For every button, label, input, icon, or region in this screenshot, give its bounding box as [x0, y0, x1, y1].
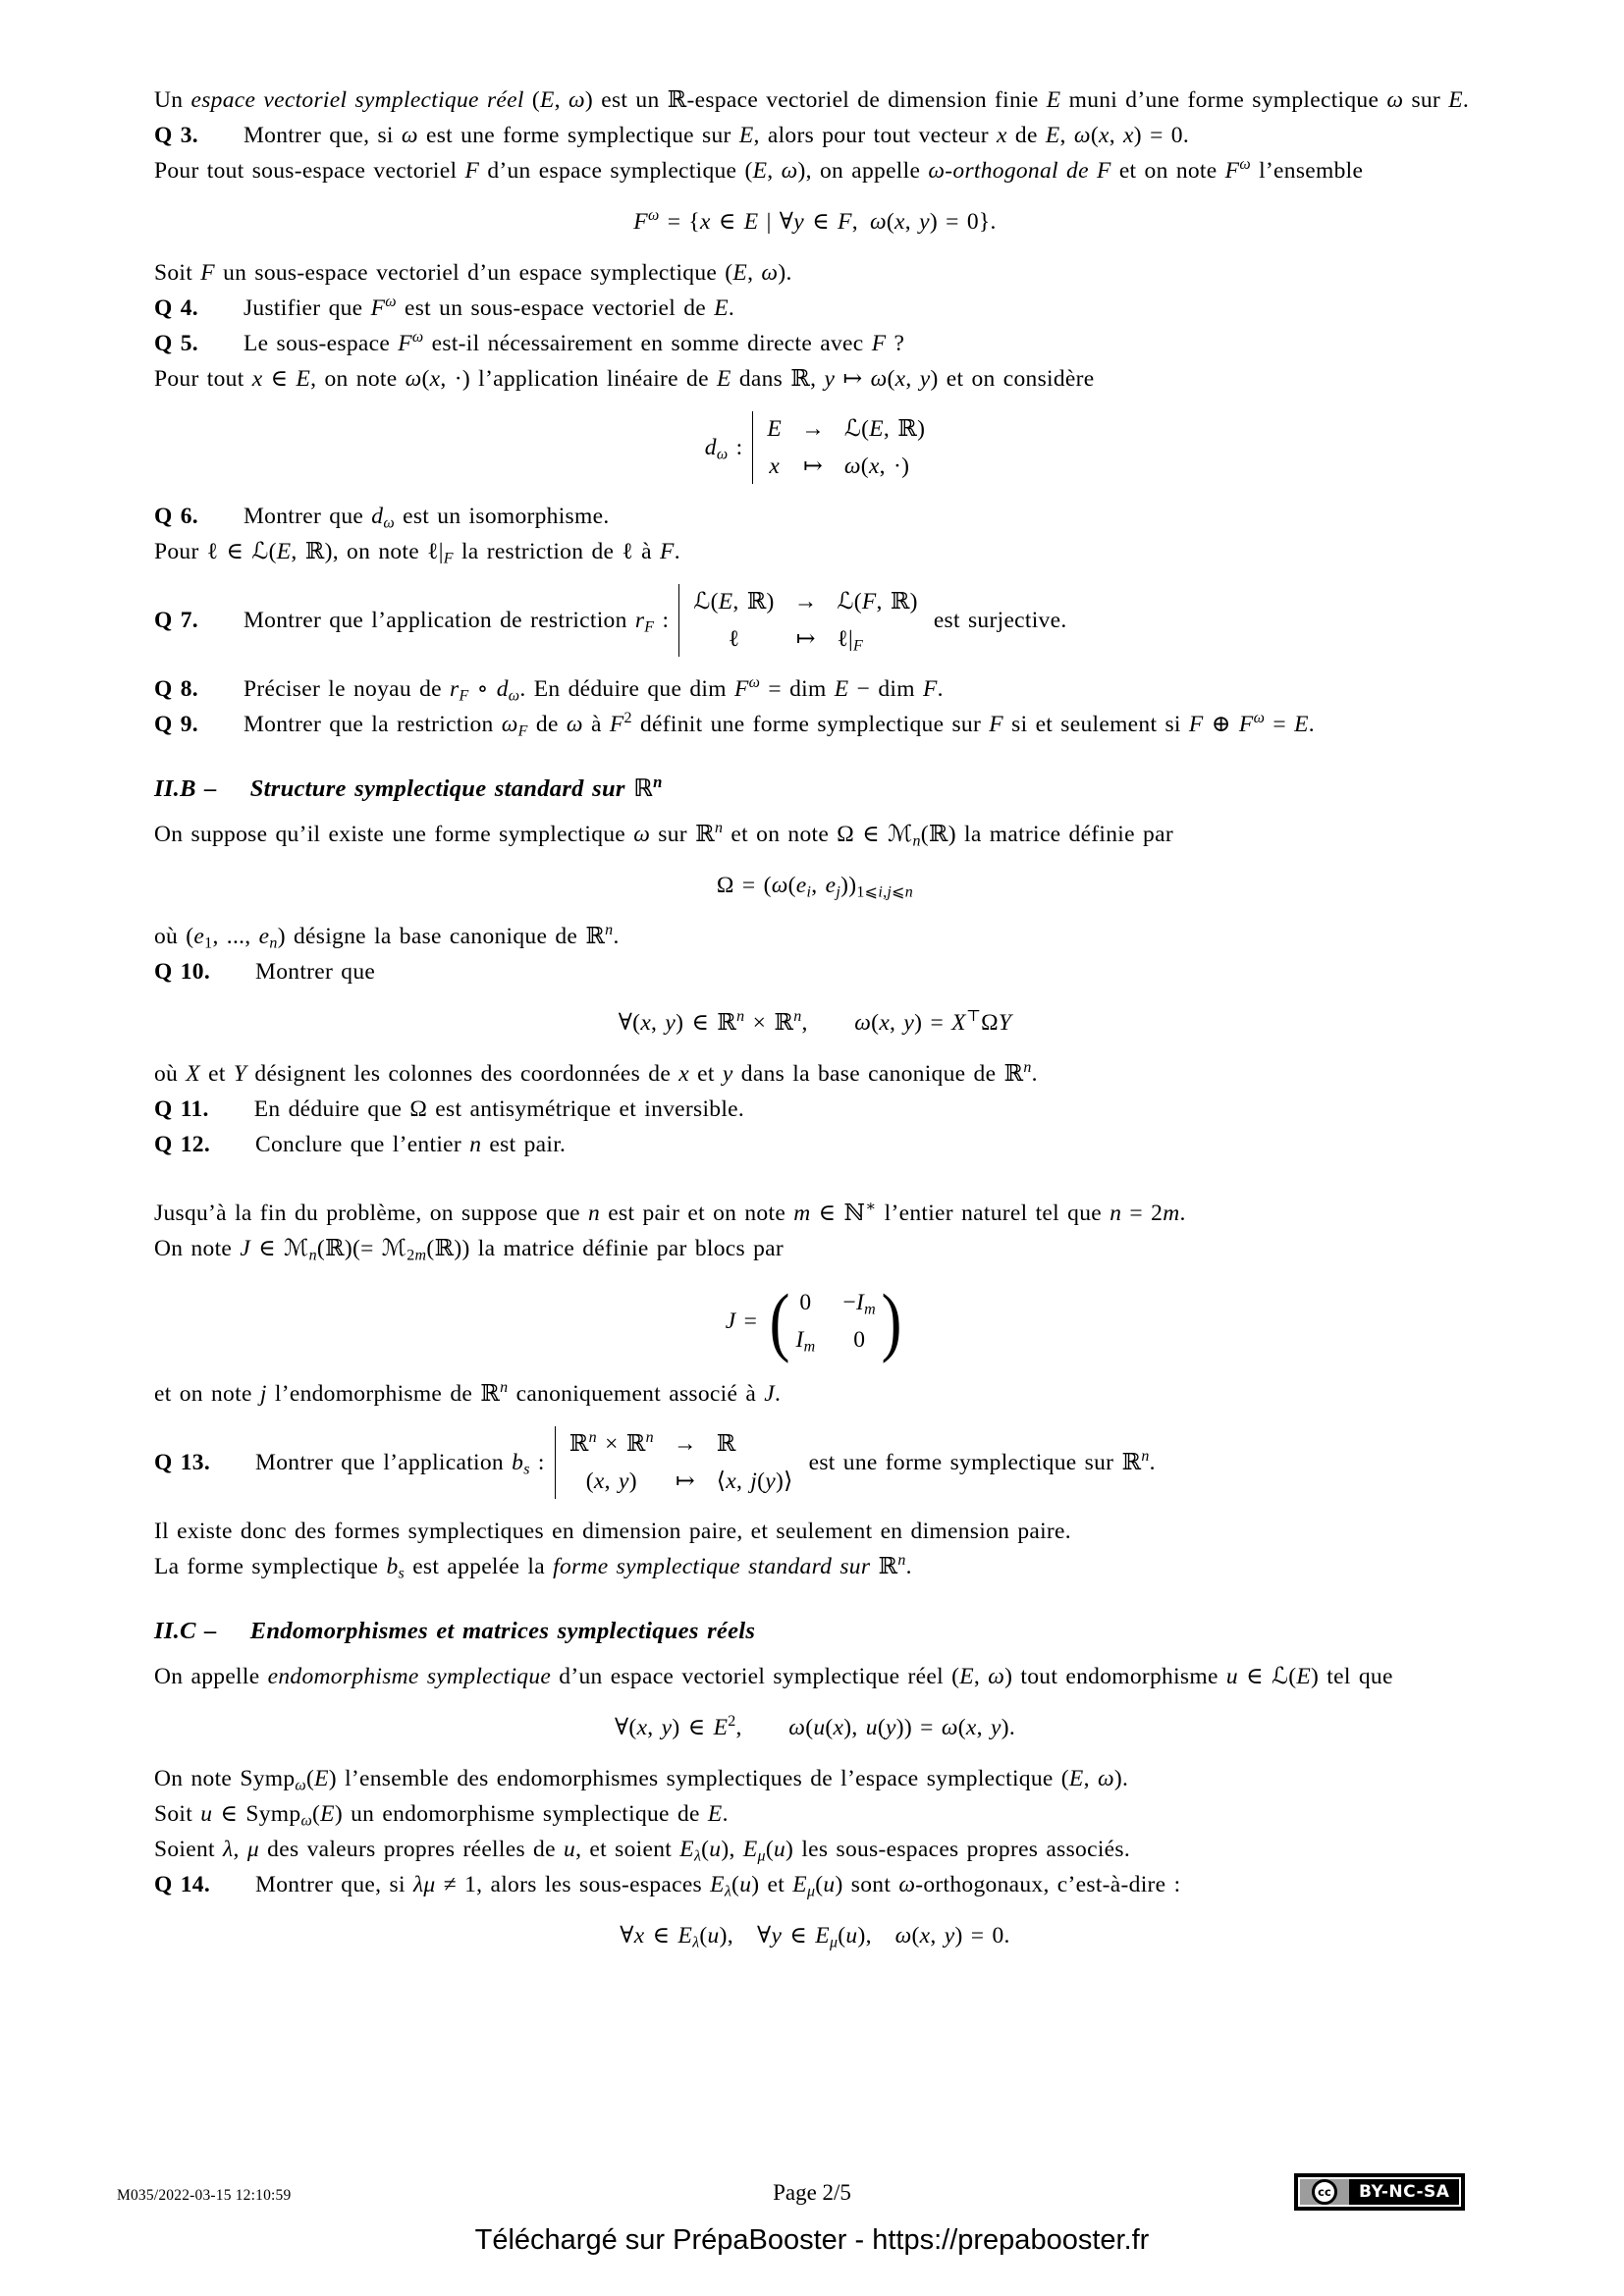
matrix-cell: $-I_m$ — [842, 1290, 876, 1318]
paragraph: Il existe donc des formes symplectiques en dimension paire, et seulement en dimension paire. — [154, 1519, 1071, 1544]
question-label: Q 3. — [154, 123, 198, 148]
map-cell: ℒ(E, ℝ) — [693, 589, 775, 614]
question-label: Q 9. — [154, 712, 198, 737]
map-lhs: Montrer que l’application $b_s$ : — [255, 1450, 545, 1478]
paragraph: On note J ∈ ℳ$_n$(ℝ)(= ℳ$_{2m}$(ℝ)) la matrice définie par blocs par — [154, 1236, 785, 1264]
display-formula: ∀x ∈ $E_\lambda(u)$, ∀y ∈ $E_\mu(u)$, ω(x, y) = 0. — [620, 1923, 1010, 1951]
question-label: Q 10. — [154, 959, 211, 985]
question-label: Q 7. — [154, 608, 198, 633]
map-cell: ↦ — [675, 1468, 695, 1494]
question-text: Préciser le noyau de $r_F$ ∘ $d_\omega$. En déduire que dim $F^\omega$ = dim E − dim F. — [243, 674, 944, 705]
map-cell: $\ell|_F$ — [837, 626, 864, 655]
question-label: Q 13. — [154, 1450, 211, 1475]
question-text: Montrer que, si λμ ≠ 1, alors les sous-espaces $E_\lambda(u)$ et $E_\mu(u)$ sont ω-orthogonaux, c’est-à-dire : — [255, 1872, 1181, 1900]
paragraph: On note Symp$_\omega$(E) l’ensemble des endomorphismes symplectiques de l’espace symplectique (E, ω). — [154, 1766, 1129, 1794]
section-number: II.B – — [154, 775, 217, 802]
map-definition — [154, 1426, 1476, 1499]
paragraph: On appelle endomorphisme symplectique d’un espace vectoriel symplectique réel (E, ω) tout endomorphisme u ∈ ℒ(E) tel que — [154, 1664, 1393, 1689]
map-cell: x — [769, 454, 781, 479]
right-paren-glyph: ) — [881, 1278, 902, 1363]
question-text: Justifier que $F^\omega$ est un sous-espace vectoriel de E. — [243, 294, 735, 321]
display-formula: ∀(x, y) ∈ $E^2$, ω(u(x), u(y)) = ω(x, y). — [614, 1713, 1016, 1740]
map-rhs: est une forme symplectique sur ℝ$^n$. — [808, 1448, 1156, 1475]
section-number: II.C – — [154, 1618, 217, 1644]
cc-logo-icon — [1300, 2179, 1349, 2205]
question-label: Q 12. — [154, 1132, 211, 1157]
map-cell: → — [801, 416, 825, 442]
matrix-cell: 0 — [853, 1327, 866, 1353]
question-text: Montrer que — [255, 959, 376, 985]
map-cell: ω(x, ·) — [843, 454, 910, 479]
question-text: Montrer que $d_\omega$ est un isomorphisme. — [243, 504, 610, 532]
paragraph: où ($e_1$, ..., $e_n$) désigne la base canonique de ℝ$^n$. — [154, 922, 620, 952]
question — [154, 326, 1476, 361]
map-cell: ↦ — [802, 454, 823, 479]
map-lhs: Montrer que l’application de restriction $r_F$ : — [243, 608, 670, 636]
paragraph: Soient λ, μ des valeurs propres réelles de u, et soient $E_\lambda(u)$, $E_\mu(u)$ les sous-espaces propres associés. — [154, 1837, 1130, 1865]
map-inner — [255, 1426, 793, 1499]
section-heading — [154, 772, 1476, 807]
question — [154, 954, 1476, 989]
paragraph: où X et Y désignent les colonnes des coordonnées de x et y dans la base canonique de ℝ$^n$. — [154, 1059, 1038, 1087]
map-inner — [705, 411, 925, 484]
question — [154, 671, 1476, 707]
map-cell: → — [793, 589, 818, 614]
map-cell: (x, y) — [585, 1468, 637, 1494]
paragraph: La forme symplectique $b_s$ est appelée la forme symplectique standard sur ℝ$^n$. — [154, 1552, 912, 1582]
matrix-definition — [154, 1278, 1476, 1363]
map-rows — [678, 584, 917, 657]
map-cell: ℝ$^n$ × ℝ$^n$ — [568, 1429, 654, 1457]
question-label: Q 8. — [154, 676, 198, 702]
map-definition — [154, 584, 1476, 657]
paragraph: Un espace vectoriel symplectique réel (E, ω) est un ℝ-espace vectoriel de dimension finie E muni d’une forme symplectique ω sur E. — [154, 87, 1470, 113]
question-text: Le sous-espace $F^\omega$ est-il nécessairement en somme directe avec F ? — [243, 329, 905, 356]
section-heading — [154, 1614, 1476, 1649]
map-inner — [244, 584, 918, 657]
display-formula: ∀(x, y) ∈ ℝ$^n$ × ℝ$^n$, ω(x, y) = X⊤ΩY — [618, 1008, 1012, 1036]
section-title: Structure symplectique standard sur ℝ$^n$ — [249, 772, 663, 802]
question — [154, 118, 1476, 153]
matrix-cell: 0 — [799, 1290, 812, 1315]
question-text: Montrer que, si ω est une forme symplectique sur E, alors pour tout vecteur x de E, ω(x, x) = 0. — [243, 123, 1190, 148]
matrix-grid — [795, 1285, 876, 1358]
paragraph: Jusqu’à la fin du problème, on suppose que n est pair et on note m ∈ ℕ∗ l’entier naturel tel que n = 2m. — [154, 1199, 1186, 1226]
map-cell: ↦ — [795, 626, 816, 652]
question-label: Q 6. — [154, 504, 198, 529]
page-number: Page 2/5 — [773, 2180, 851, 2205]
license-label: BY-NC-SA — [1349, 2179, 1459, 2205]
question-label: Q 11. — [154, 1096, 209, 1122]
display-formula: $\Omega = (\omega(e_i$, $e_j))_{1⩽i,j⩽n}$ — [716, 873, 914, 901]
matrix-lhs: J = — [725, 1308, 758, 1334]
paragraph: Pour ℓ ∈ ℒ(E, ℝ), on note $\ell|_F$ la restriction de ℓ à F. — [154, 539, 680, 567]
section-title: Endomorphismes et matrices symplectiques réels — [249, 1618, 756, 1644]
map-rhs: est surjective. — [933, 608, 1067, 633]
map-cell: → — [673, 1431, 697, 1457]
paragraph: Pour tout sous-espace vectoriel F d’un espace symplectique (E, ω), on appelle ω-orthogonal de F et on note $F^\omega$ l’ensemble — [154, 156, 1364, 184]
paragraph: Pour tout x ∈ E, on note ω(x, ·) l’application linéaire de E dans ℝ, y ↦ ω(x, y) et on considère — [154, 366, 1095, 392]
question-label: Q 14. — [154, 1872, 211, 1897]
question — [154, 291, 1476, 326]
question — [154, 707, 1476, 742]
paragraph: et on note j l’endomorphisme de ℝ$^n$ canoniquement associé à J. — [154, 1379, 782, 1407]
map-cell: E — [767, 416, 783, 442]
map-cell: ℒ(E, ℝ) — [843, 416, 926, 442]
question-text: En déduire que Ω est antisymétrique et inversible. — [253, 1096, 745, 1122]
map-definition — [154, 411, 1476, 484]
map-cell: ⟨x, j(y)⟩ — [716, 1468, 793, 1494]
map-rows — [555, 1426, 793, 1499]
map-rows — [752, 411, 925, 484]
download-note: Téléchargé sur PrépaBooster - https://prepabooster.fr — [474, 2224, 1150, 2256]
cc-circle-icon: cc — [1312, 2179, 1337, 2205]
paragraph: Soit F un sous-espace vectoriel d’un espace symplectique (E, ω). — [154, 260, 792, 286]
cc-license-badge-inner — [1298, 2177, 1461, 2207]
map-lhs: $d_\omega$ : — [704, 435, 743, 463]
document-body — [154, 82, 1476, 1969]
paragraph: Soit u ∈ Symp$_\omega$(E) un endomorphisme symplectique de E. — [154, 1801, 729, 1830]
question — [154, 1867, 1476, 1902]
map-cell: ℓ — [728, 626, 740, 652]
question-label: Q 5. — [154, 331, 198, 356]
cc-license-badge — [1294, 2173, 1465, 2211]
map-cell: ℝ — [716, 1431, 736, 1457]
left-paren-glyph: ( — [769, 1278, 790, 1363]
question-text: Conclure que l’entier n est pair. — [255, 1132, 567, 1157]
display-formula: $F^\omega = \{x$ ∈ E | ∀y ∈ F, ω(x, y) = 0}. — [633, 207, 997, 235]
paragraph: On suppose qu’il existe une forme symplectique ω sur ℝ$^n$ et on note Ω ∈ ℳ$_n$(ℝ) la matrice définie par — [154, 820, 1173, 850]
question-text: Montrer que la restriction $\omega_F$ de ω à $F^2$ définit une forme symplectique sur F si et seulement si F ⊕ $F^\omega = E$. — [243, 710, 1315, 740]
question — [154, 1092, 1476, 1127]
question — [154, 499, 1476, 534]
question-label: Q 4. — [154, 295, 198, 321]
document-id: M035/2022-03-15 12:10:59 — [117, 2187, 292, 2204]
question — [154, 1127, 1476, 1162]
matrix-cell: $I_m$ — [795, 1327, 816, 1356]
map-cell: ℒ(F, ℝ) — [837, 589, 918, 614]
